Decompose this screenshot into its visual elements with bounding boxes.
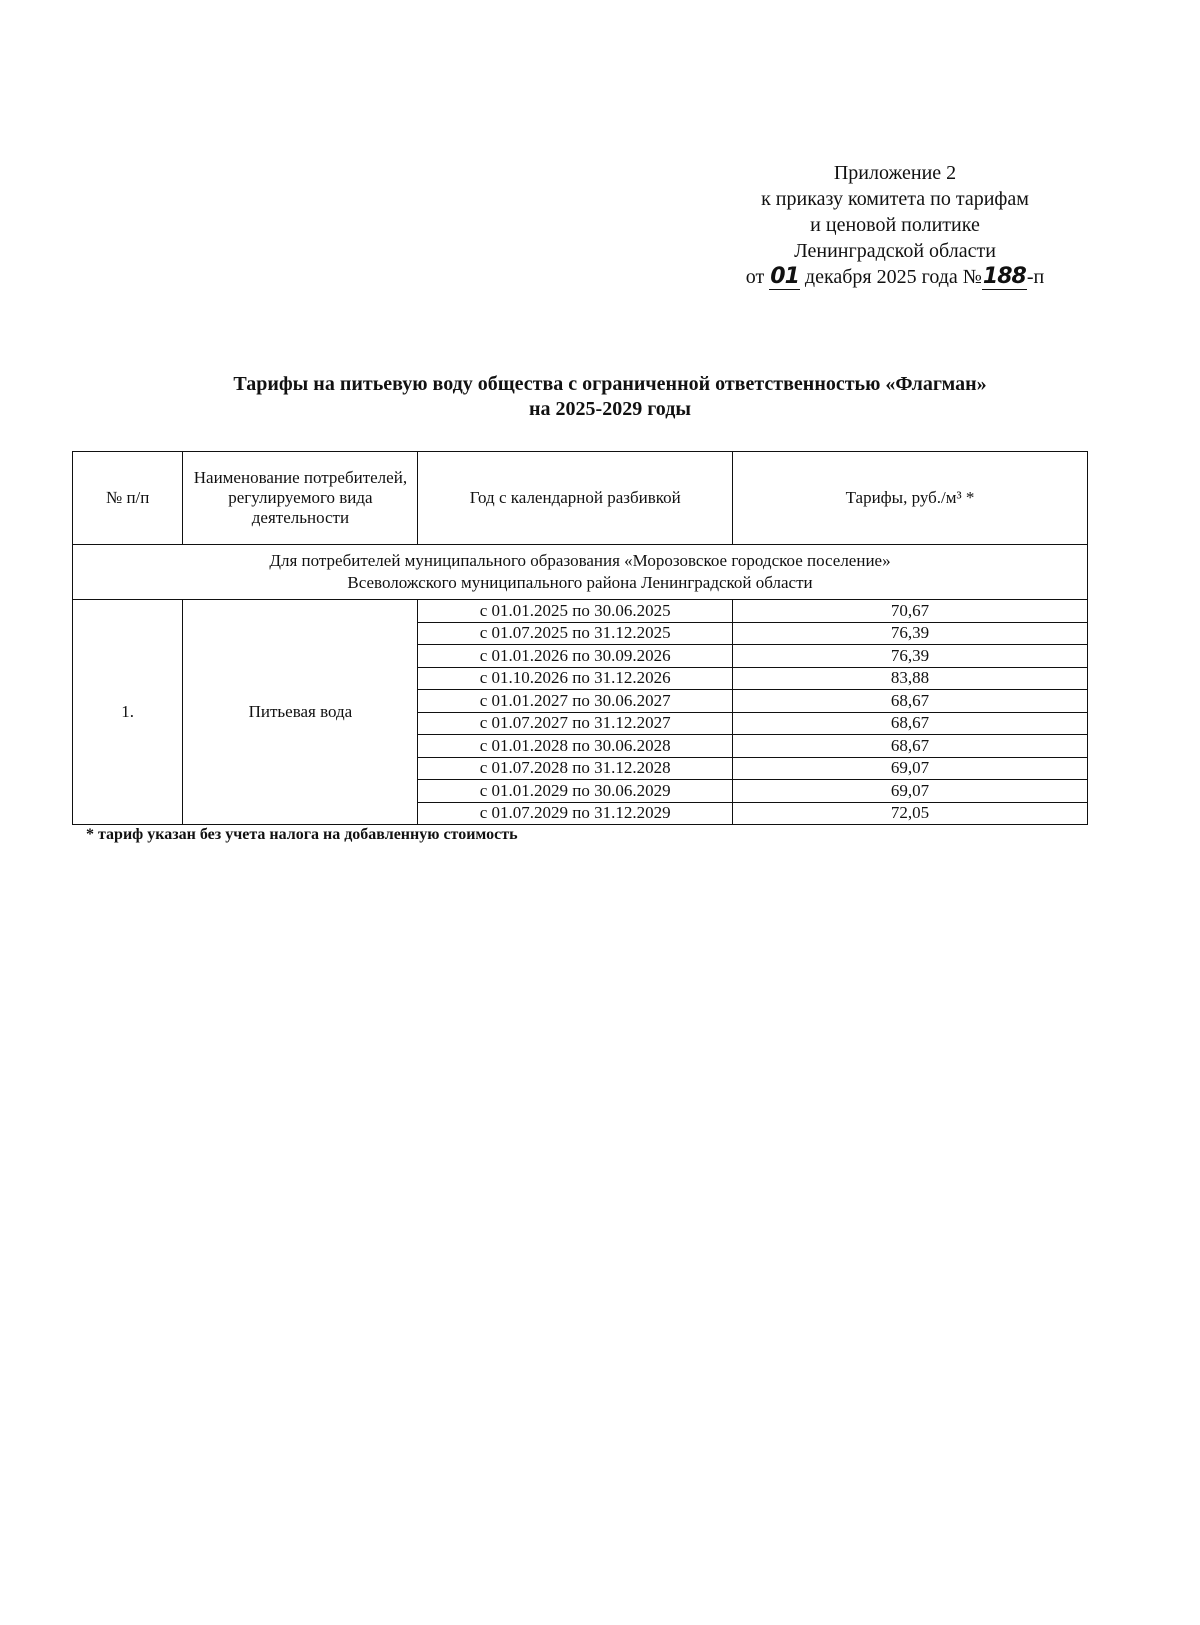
appendix-line: и ценовой политике [810, 214, 980, 236]
period-cell: с 01.01.2025 по 30.06.2025 [418, 600, 732, 623]
tariff-cell: 70,67 [732, 600, 1087, 623]
period-cell: с 01.01.2028 по 30.06.2028 [418, 735, 732, 758]
header-name: Наименование потребителей, регулируемого вида деятельности [183, 452, 418, 545]
tariff-cell: 68,67 [732, 690, 1087, 713]
period-cell: с 01.01.2027 по 30.06.2027 [418, 690, 732, 713]
tariff-cell: 68,67 [732, 712, 1087, 735]
period-cell: с 01.07.2025 по 31.12.2025 [418, 622, 732, 645]
appendix-line: Ленинградской области [794, 240, 996, 262]
appendix-line: Приложение 2 [833, 162, 957, 184]
tariff-cell: 68,67 [732, 735, 1087, 758]
group-row [73, 545, 1088, 600]
header-period: Год с календарной разбивкой [418, 452, 732, 545]
tariff-cell: 83,88 [732, 667, 1087, 690]
table-row [73, 600, 1088, 623]
period-cell: с 01.01.2026 по 30.09.2026 [418, 645, 732, 668]
handwritten-number: 188 [982, 264, 1026, 289]
appendix-date-line [690, 264, 1100, 290]
table-header-row [73, 452, 1088, 545]
tariff-cell: 76,39 [732, 622, 1087, 645]
group-cell [73, 545, 1088, 600]
tariff-cell: 76,39 [732, 645, 1087, 668]
tariff-cell: 69,07 [732, 757, 1087, 780]
group-line: Для потребителей муниципального образования «Морозовское городское поселение» [269, 551, 891, 570]
period-cell: с 01.07.2029 по 31.12.2029 [418, 802, 732, 825]
row-num-cell: 1. [73, 600, 183, 825]
header-num: № п/п [73, 452, 183, 545]
header-tariff: Тарифы, руб./м³ * [732, 452, 1087, 545]
period-cell: с 01.10.2026 по 31.12.2026 [418, 667, 732, 690]
number-suffix: -п [1026, 266, 1045, 288]
appendix-header [690, 160, 1100, 290]
tariffs-table [72, 451, 1088, 825]
date-prefix: от [745, 266, 765, 288]
date-middle: декабря 2025 года № [804, 266, 982, 288]
period-cell: с 01.01.2029 по 30.06.2029 [418, 780, 732, 803]
row-name-cell: Питьевая вода [183, 600, 418, 825]
period-cell: с 01.07.2027 по 31.12.2027 [418, 712, 732, 735]
group-line: Всеволожского муниципального района Ленинградской области [347, 573, 813, 592]
tariff-cell: 69,07 [732, 780, 1087, 803]
tariff-cell: 72,05 [732, 802, 1087, 825]
handwritten-day: 01 [770, 264, 799, 289]
title-line: на 2025-2029 годы [529, 398, 691, 420]
appendix-line: к приказу комитета по тарифам [761, 188, 1029, 210]
footnote: * тариф указан без учета налога на добавленную стоимость [86, 826, 518, 843]
period-cell: с 01.07.2028 по 31.12.2028 [418, 757, 732, 780]
document-title [60, 372, 1160, 422]
title-line: Тарифы на питьевую воду общества с ограниченной ответственностью «Флагман» [233, 373, 987, 395]
